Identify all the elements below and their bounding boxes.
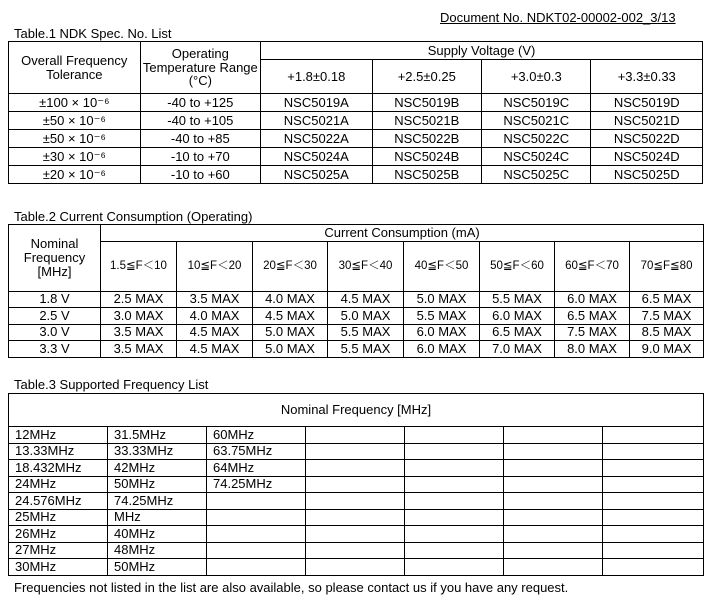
part-number-cell: NSC5021B [372,112,481,130]
frequency-cell [207,493,306,510]
current-value-cell: 5.0 MAX [253,341,328,358]
current-value-cell: 6.5 MAX [480,324,555,341]
part-number-cell: NSC5025C [482,166,591,184]
current-value-cell: 4.5 MAX [328,291,404,308]
part-number-cell: NSC5019D [591,94,703,112]
frequency-cell: MHz [108,509,207,526]
temp-header: Operating Temperature Range (°C) [140,42,261,94]
frequency-cell [405,559,504,576]
current-value-cell: 5.5 MAX [480,291,555,308]
frequency-cell: 25MHz [9,509,108,526]
table-row [9,130,703,148]
part-number-cell: NSC5019C [482,94,591,112]
part-number-cell: NSC5024A [261,148,372,166]
frequency-cell [306,476,405,493]
part-number-cell: NSC5021A [261,112,372,130]
voltage-header: +2.5±0.25 [372,60,481,94]
frequency-cell [603,526,704,543]
frequency-cell: 50MHz [108,559,207,576]
frequency-cell: 26MHz [9,526,108,543]
part-number-cell: NSC5021D [591,112,703,130]
current-value-cell: 3.5 MAX [101,324,177,341]
frequency-cell [603,427,704,444]
voltage-cell: 1.8 V [9,291,101,308]
voltage-cell: 2.5 V [9,308,101,325]
frequency-cell [603,493,704,510]
voltage-header: +1.8±0.18 [261,60,372,94]
current-value-cell: 8.0 MAX [555,341,630,358]
current-value-cell: 4.0 MAX [177,308,253,325]
temp-range-cell: -10 to +70 [140,148,261,166]
frequency-cell: 13.33MHz [9,443,108,460]
frequency-cell [603,542,704,559]
temp-range-cell: -40 to +125 [140,94,261,112]
table-row [9,509,704,526]
table-row [9,443,704,460]
frequency-cell: 74.25MHz [108,493,207,510]
part-number-cell: NSC5025D [591,166,703,184]
table-row [9,493,704,510]
tolerance-cell: ±50 × 10⁻⁶ [9,130,141,148]
current-value-cell: 5.5 MAX [404,308,480,325]
frequency-cell [504,559,603,576]
frequency-cell [405,427,504,444]
part-number-cell: NSC5021C [482,112,591,130]
frequency-cell: 31.5MHz [108,427,207,444]
frequency-cell [405,460,504,477]
table-row [9,559,704,576]
current-value-cell: 6.0 MAX [480,308,555,325]
frequency-cell: 18.432MHz [9,460,108,477]
tolerance-header: Overall Frequency Tolerance [9,42,141,94]
frequency-range-header: 70≦F≦80 [630,241,704,291]
frequency-cell [306,526,405,543]
frequency-cell [603,460,704,477]
footnote: Frequencies not listed in the list are also available, so please contact us if you have any request. [14,580,569,595]
part-number-cell: NSC5024C [482,148,591,166]
frequency-list-table [8,393,704,576]
table-row [9,542,704,559]
current-value-cell: 6.5 MAX [630,291,704,308]
current-value-cell: 7.5 MAX [630,308,704,325]
temp-range-cell: -40 to +85 [140,130,261,148]
current-value-cell: 6.0 MAX [404,324,480,341]
frequency-cell: 50MHz [108,476,207,493]
tolerance-cell: ±20 × 10⁻⁶ [9,166,141,184]
part-number-cell: NSC5024B [372,148,481,166]
current-value-cell: 4.0 MAX [253,291,328,308]
frequency-cell [306,443,405,460]
frequency-cell [306,559,405,576]
current-value-cell: 5.5 MAX [328,341,404,358]
frequency-cell [306,427,405,444]
frequency-cell [504,460,603,477]
frequency-cell [207,542,306,559]
current-value-cell: 3.0 MAX [101,308,177,325]
frequency-range-header: 40≦F＜50 [404,241,480,291]
frequency-cell: 12MHz [9,427,108,444]
table-row [9,291,704,308]
frequency-cell: 60MHz [207,427,306,444]
table-row [9,94,703,112]
tolerance-cell: ±100 × 10⁻⁶ [9,94,141,112]
frequency-cell [405,542,504,559]
frequency-cell [504,542,603,559]
current-value-cell: 2.5 MAX [101,291,177,308]
frequency-cell [405,476,504,493]
frequency-cell [603,443,704,460]
table-row [9,308,704,325]
current-value-cell: 7.0 MAX [480,341,555,358]
frequency-cell: 74.25MHz [207,476,306,493]
current-value-cell: 5.0 MAX [404,291,480,308]
frequency-range-header: 20≦F＜30 [253,241,328,291]
frequency-cell [504,427,603,444]
part-number-cell: NSC5022B [372,130,481,148]
current-value-cell: 7.5 MAX [555,324,630,341]
temp-range-cell: -40 to +105 [140,112,261,130]
current-value-cell: 4.5 MAX [177,324,253,341]
frequency-cell [405,526,504,543]
supply-voltage-header: Supply Voltage (V) [261,42,703,60]
frequency-range-header: 60≦F＜70 [555,241,630,291]
document-number: Document No. NDKT02-00002-002_3/13 [440,10,676,25]
part-number-cell: NSC5025B [372,166,481,184]
frequency-cell [504,509,603,526]
tolerance-cell: ±50 × 10⁻⁶ [9,112,141,130]
current-consumption-table [8,224,704,358]
frequency-cell [207,559,306,576]
current-value-cell: 4.5 MAX [253,308,328,325]
current-consumption-header: Current Consumption (mA) [101,225,704,242]
frequency-cell [306,509,405,526]
frequency-cell: 27MHz [9,542,108,559]
current-value-cell: 5.0 MAX [253,324,328,341]
current-value-cell: 5.5 MAX [328,324,404,341]
current-value-cell: 6.0 MAX [404,341,480,358]
voltage-cell: 3.0 V [9,324,101,341]
part-number-cell: NSC5019A [261,94,372,112]
current-value-cell: 3.5 MAX [177,291,253,308]
table3-caption: Table.3 Supported Frequency List [14,377,209,392]
voltage-header: +3.0±0.3 [482,60,591,94]
frequency-range-header: 30≦F＜40 [328,241,404,291]
current-value-cell: 4.5 MAX [177,341,253,358]
frequency-cell: 40MHz [108,526,207,543]
nominal-frequency-header: Nominal Frequency [MHz] [9,394,704,427]
table-row [9,148,703,166]
table-row [9,166,703,184]
part-number-cell: NSC5022A [261,130,372,148]
frequency-cell [504,443,603,460]
frequency-cell [603,476,704,493]
table1-caption: Table.1 NDK Spec. No. List [14,26,172,41]
frequency-cell [207,509,306,526]
frequency-cell [405,493,504,510]
table2-caption: Table.2 Current Consumption (Operating) [14,209,253,224]
frequency-cell: 30MHz [9,559,108,576]
frequency-cell [405,509,504,526]
table-row [9,112,703,130]
current-value-cell: 6.5 MAX [555,308,630,325]
table-row [9,476,704,493]
frequency-cell [603,509,704,526]
frequency-cell: 64MHz [207,460,306,477]
current-value-cell: 6.0 MAX [555,291,630,308]
frequency-cell [306,542,405,559]
frequency-range-header: 50≦F＜60 [480,241,555,291]
frequency-cell [504,476,603,493]
part-number-cell: NSC5022C [482,130,591,148]
frequency-cell [306,460,405,477]
voltage-header: +3.3±0.33 [591,60,703,94]
frequency-cell [504,526,603,543]
table-row [9,460,704,477]
temp-range-cell: -10 to +60 [140,166,261,184]
frequency-range-header: 1.5≦F＜10 [101,241,177,291]
spec-number-table [8,41,703,184]
tolerance-cell: ±30 × 10⁻⁶ [9,148,141,166]
part-number-cell: NSC5025A [261,166,372,184]
frequency-cell: 48MHz [108,542,207,559]
frequency-cell: 33.33MHz [108,443,207,460]
frequency-range-header: 10≦F＜20 [177,241,253,291]
part-number-cell: NSC5022D [591,130,703,148]
frequency-cell: 63.75MHz [207,443,306,460]
frequency-cell: 24MHz [9,476,108,493]
nominal-frequency-header: Nominal Frequency [MHz] [9,225,101,292]
current-value-cell: 9.0 MAX [630,341,704,358]
frequency-cell [306,493,405,510]
current-value-cell: 8.5 MAX [630,324,704,341]
part-number-cell: NSC5019B [372,94,481,112]
frequency-cell [603,559,704,576]
current-value-cell: 3.5 MAX [101,341,177,358]
frequency-cell [405,443,504,460]
frequency-cell [207,526,306,543]
table-row [9,324,704,341]
frequency-cell [504,493,603,510]
voltage-cell: 3.3 V [9,341,101,358]
current-value-cell: 5.0 MAX [328,308,404,325]
frequency-cell: 42MHz [108,460,207,477]
table-row [9,526,704,543]
part-number-cell: NSC5024D [591,148,703,166]
frequency-cell: 24.576MHz [9,493,108,510]
table-row [9,427,704,444]
table-row [9,341,704,358]
